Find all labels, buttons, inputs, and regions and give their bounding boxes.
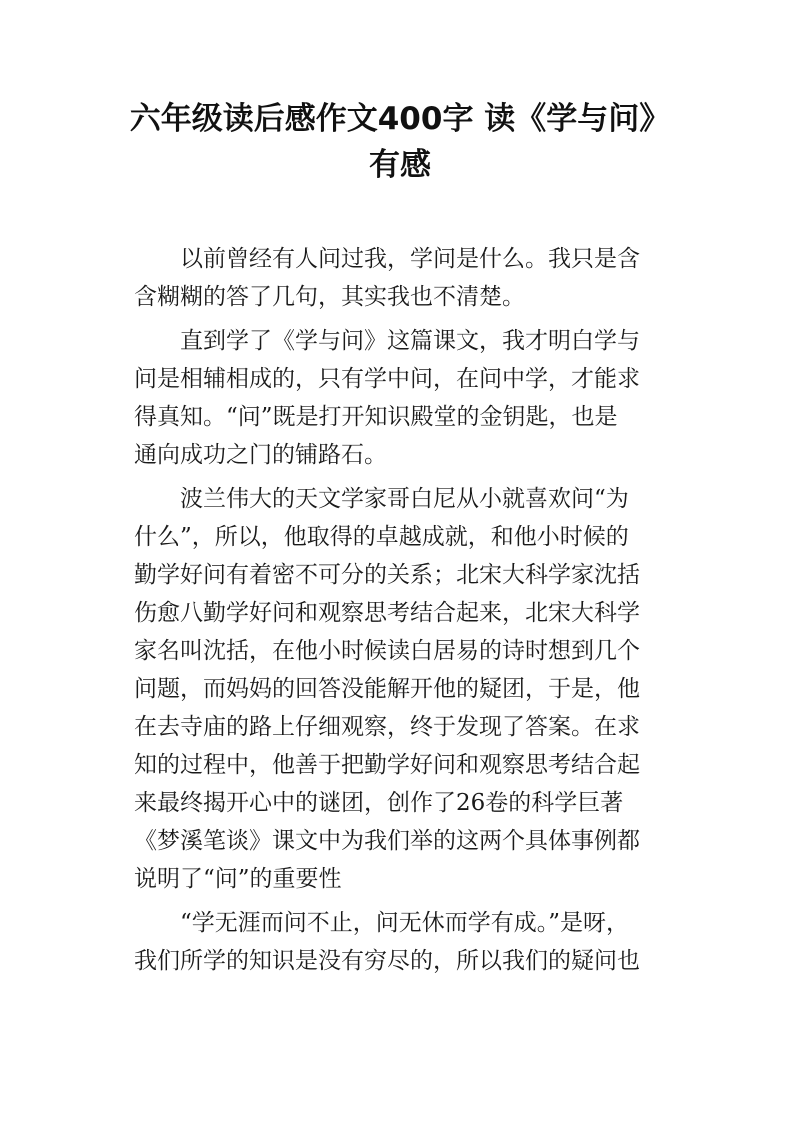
text-line: 得真知。“问”既是打开知识殿堂的金钥匙，也是 [134, 404, 618, 430]
page-title [100, 96, 700, 188]
text-line: 什么”，所以，他取得的卓越成就，和他小时候的 [134, 524, 629, 550]
text-line: 我们所学的知识是没有穷尽的，所以我们的疑问也 [134, 948, 640, 974]
paragraph-2 [134, 322, 674, 474]
text-line: 问题，而妈妈的回答没能解开他的疑团，于是，他 [134, 676, 640, 702]
text-line: 直到学了《学与问》这篇课文，我才明白学与 [180, 328, 640, 354]
text-line: 含糊糊的答了几句，其实我也不清楚。 [134, 284, 525, 310]
article-body [134, 240, 674, 986]
title-line-2: 有感 [369, 147, 431, 183]
text-line: 伤愈八勤学好问和观察思考结合起来，北宋大科学 [134, 600, 640, 626]
text-line: 以前曾经有人问过我，学问是什么。我只是含 [180, 246, 640, 272]
text-line: 知的过程中，他善于把勤学好问和观察思考结合起 [134, 752, 640, 778]
paragraph-1 [134, 240, 674, 316]
paragraph-4 [134, 904, 674, 980]
title-line-1: 六年级读后感作文400字 读《学与问》 [129, 101, 671, 137]
text-line: 说明了“问”的重要性 [134, 866, 342, 892]
text-line: 波兰伟大的天文学家哥白尼从小就喜欢问“为 [180, 486, 629, 512]
text-line: 勤学好问有着密不可分的关系；北宋大科学家沈括 [134, 562, 640, 588]
text-line: 来最终揭开心中的谜团，创作了26卷的科学巨著 [134, 790, 624, 816]
paragraph-3 [134, 480, 674, 898]
text-line: 在去寺庙的路上仔细观察，终于发现了答案。在求 [134, 714, 640, 740]
text-line: 通向成功之门的铺路石。 [134, 442, 387, 468]
text-line: “学无涯而问不止，问无休而学有成。”是呀， [180, 910, 630, 936]
text-line: 《梦溪笔谈》课文中为我们举的这两个具体事例都 [134, 828, 640, 854]
text-line: 问是相辅相成的，只有学中问，在问中学，才能求 [134, 366, 640, 392]
text-line: 家名叫沈括，在他小时候读白居易的诗时想到几个 [134, 638, 640, 664]
